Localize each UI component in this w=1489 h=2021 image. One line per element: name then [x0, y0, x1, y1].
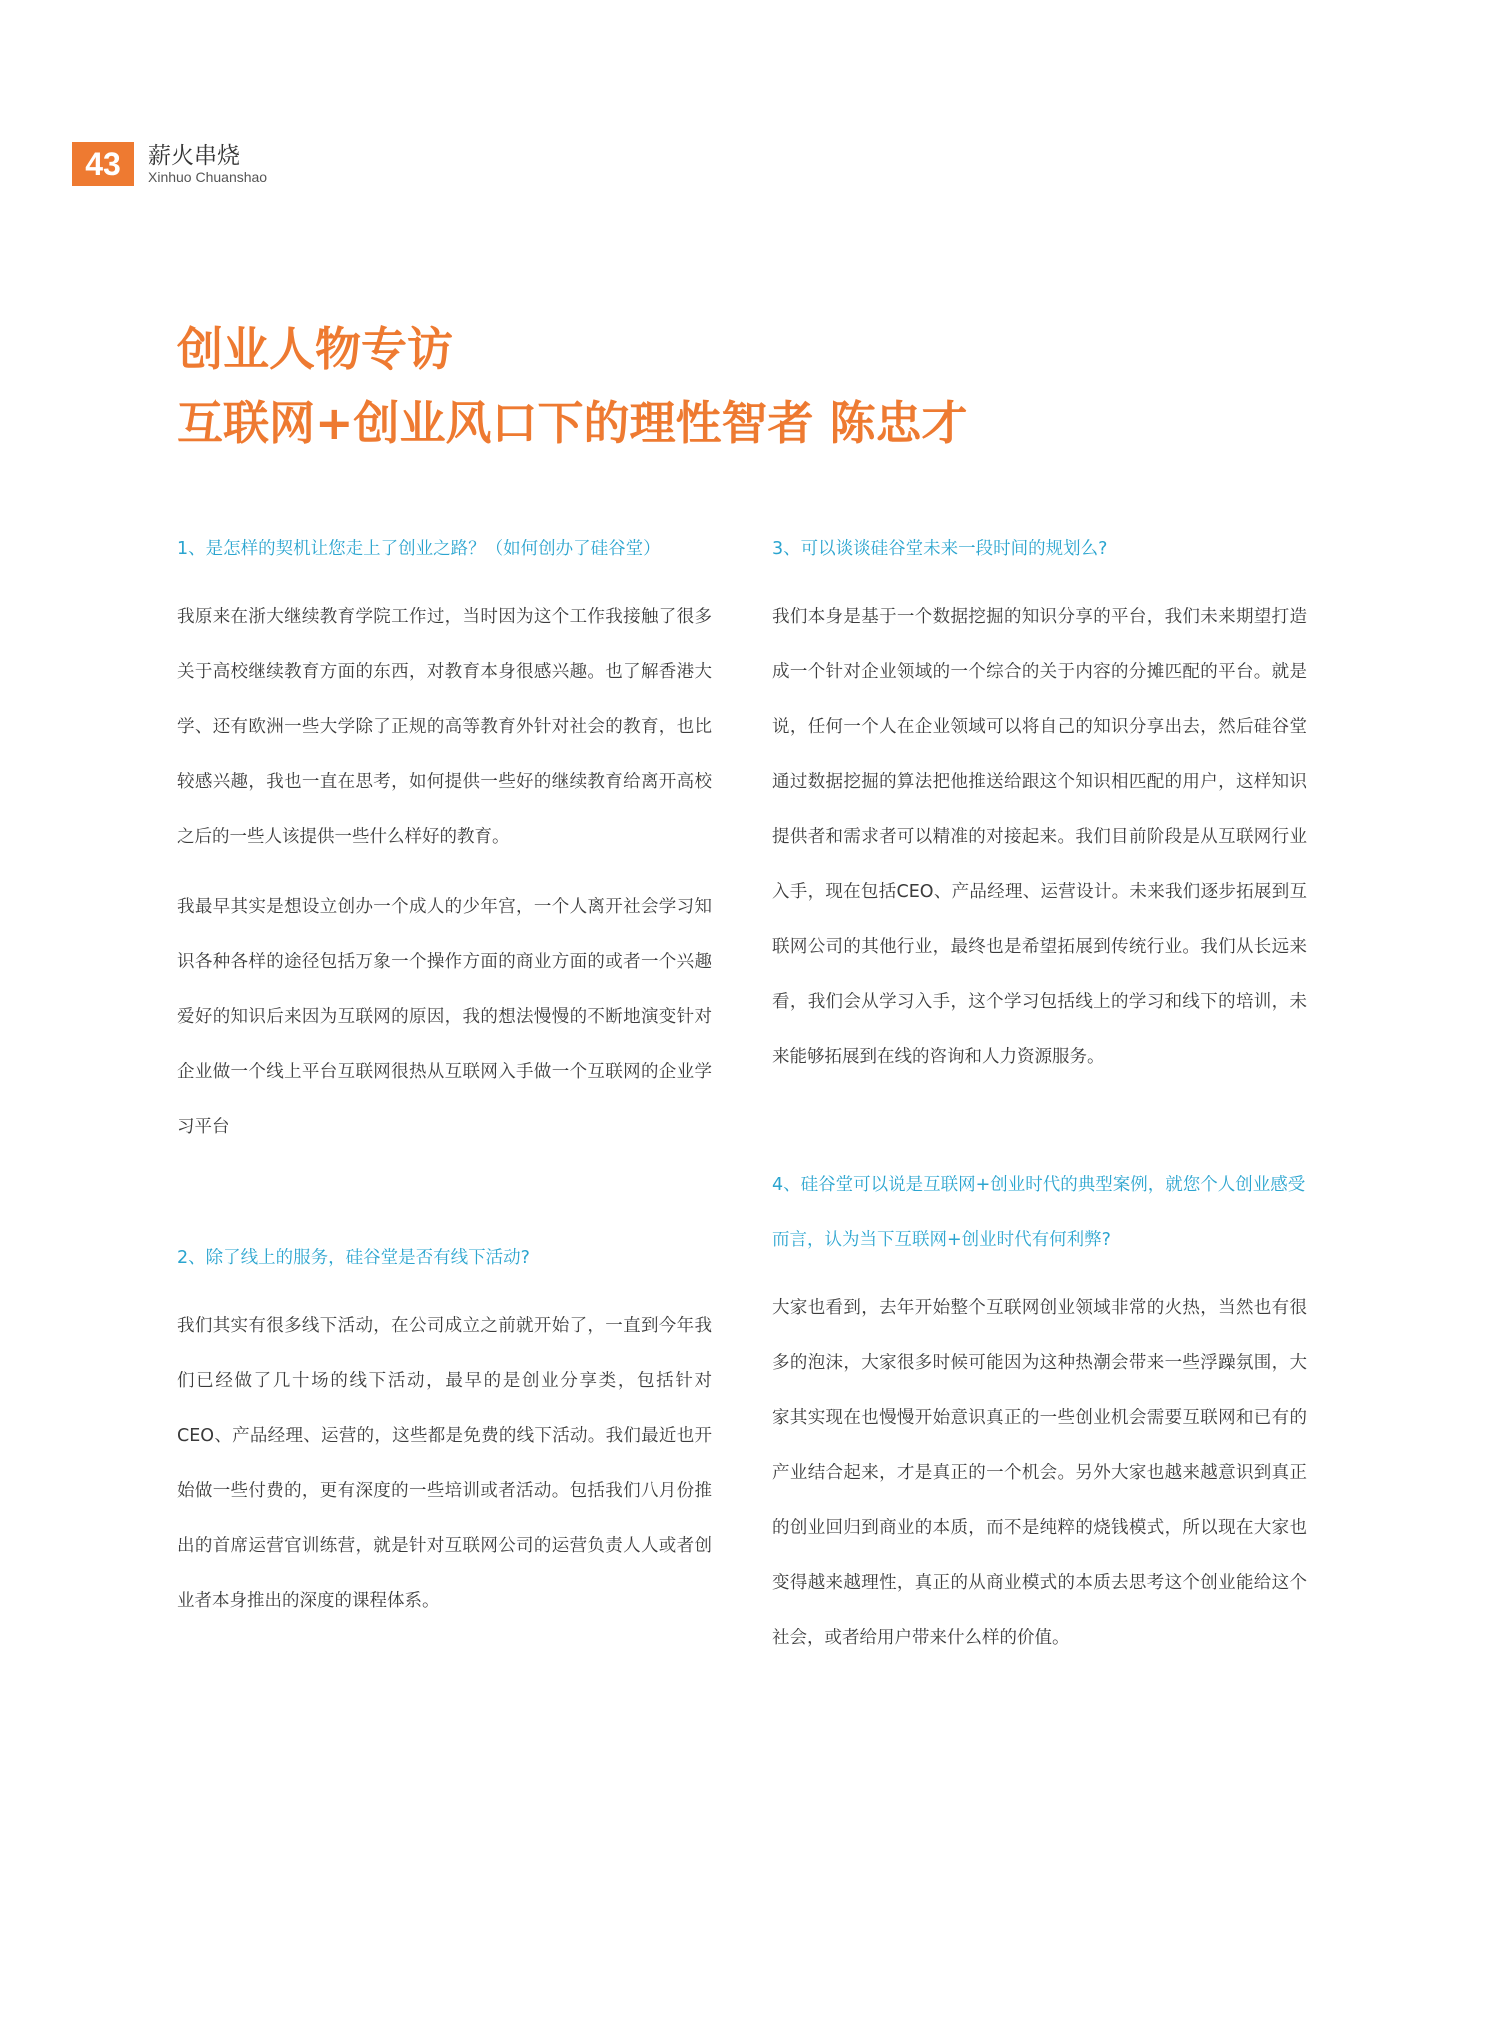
- question-4: 4、硅谷堂可以说是互联网+创业时代的典型案例，就您个人创业感受而言，认为当下互联网+创业时代有何利弊?: [772, 1175, 1306, 1250]
- right-column: [772, 522, 1307, 1666]
- article-title: [177, 312, 968, 460]
- question-2: 2、除了线上的服务，硅谷堂是否有线下活动?: [177, 1248, 530, 1268]
- answer-4-paragraph-1: 大家也看到，去年开始整个互联网创业领域非常的火热，当然也有很多的泡沫，大家很多时候可能因为这种热潮会带来一些浮躁氛围，大家其实现在也慢慢开始意识真正的一些创业机会需要互联网和已有的产业结合起来，才是真正的一个机会。另外大家也越来越意识到真正的创业回归到商业的本质，而不是纯粹的烧钱模式，所以现在大家也变得越来越理性，真正的从商业模式的本质去思考这个创业能给这个社会，或者给用户带来什么样的价值。: [772, 1298, 1307, 1648]
- magazine-name: [148, 143, 267, 185]
- answer-2-paragraph-1: 我们其实有很多线下活动，在公司成立之前就开始了，一直到今年我们已经做了几十场的线下活动，最早的是创业分享类，包括针对CEO、产品经理、运营的，这些都是免费的线下活动。我们最近也开始做一些付费的，更有深度的一些培训或者活动。包括我们八月份推出的首席运营官训练营，就是针对互联网公司的运营负责人人或者创业者本身推出的深度的课程体系。: [177, 1316, 712, 1611]
- answer-3-paragraph-1: 我们本身是基于一个数据挖掘的知识分享的平台，我们未来期望打造成一个针对企业领域的一个综合的关于内容的分摊匹配的平台。就是说，任何一个人在企业领域可以将自己的知识分享出去，然后硅谷堂通过数据挖掘的算法把他推送给跟这个知识相匹配的用户，这样知识提供者和需求者可以精准的对接起来。我们目前阶段是从互联网行业入手，现在包括CEO、产品经理、运营设计。未来我们逐步拓展到互联网公司的其他行业，最终也是希望拓展到传统行业。我们从长远来看，我们会从学习入手，这个学习包括线上的学习和线下的培训，未来能够拓展到在线的咨询和人力资源服务。: [772, 607, 1307, 1067]
- magazine-name-en: Xinhuo Chuanshao: [148, 169, 268, 185]
- article-title-line-2: 互联网+创业风口下的理性智者 陈忠才: [177, 396, 968, 450]
- magazine-name-cn: 薪火串烧: [148, 143, 240, 169]
- article-title-line-1: 创业人物专访: [177, 322, 453, 376]
- answer-1-paragraph-2: 我最早其实是想设立创办一个成人的少年宫，一个人离开社会学习知识各种各样的途径包括万象一个操作方面的商业方面的或者一个兴趣爱好的知识后来因为互联网的原因，我的想法慢慢的不断地演变针对企业做一个线上平台互联网很热从互联网入手做一个互联网的企业学习平台: [177, 897, 712, 1137]
- page-header: [72, 142, 267, 186]
- page-number: 43: [72, 142, 134, 186]
- left-column: [177, 522, 712, 1629]
- answer-1-paragraph-1: 我原来在浙大继续教育学院工作过，当时因为这个工作我接触了很多关于高校继续教育方面的东西，对教育本身很感兴趣。也了解香港大学、还有欧洲一些大学除了正规的高等教育外针对社会的教育，也比较感兴趣，我也一直在思考，如何提供一些好的继续教育给离开高校之后的一些人该提供一些什么样好的教育。: [177, 607, 712, 847]
- question-1: 1、是怎样的契机让您走上了创业之路？（如何创办了硅谷堂）: [177, 539, 661, 559]
- question-3: 3、可以谈谈硅谷堂未来一段时间的规划么?: [772, 539, 1108, 559]
